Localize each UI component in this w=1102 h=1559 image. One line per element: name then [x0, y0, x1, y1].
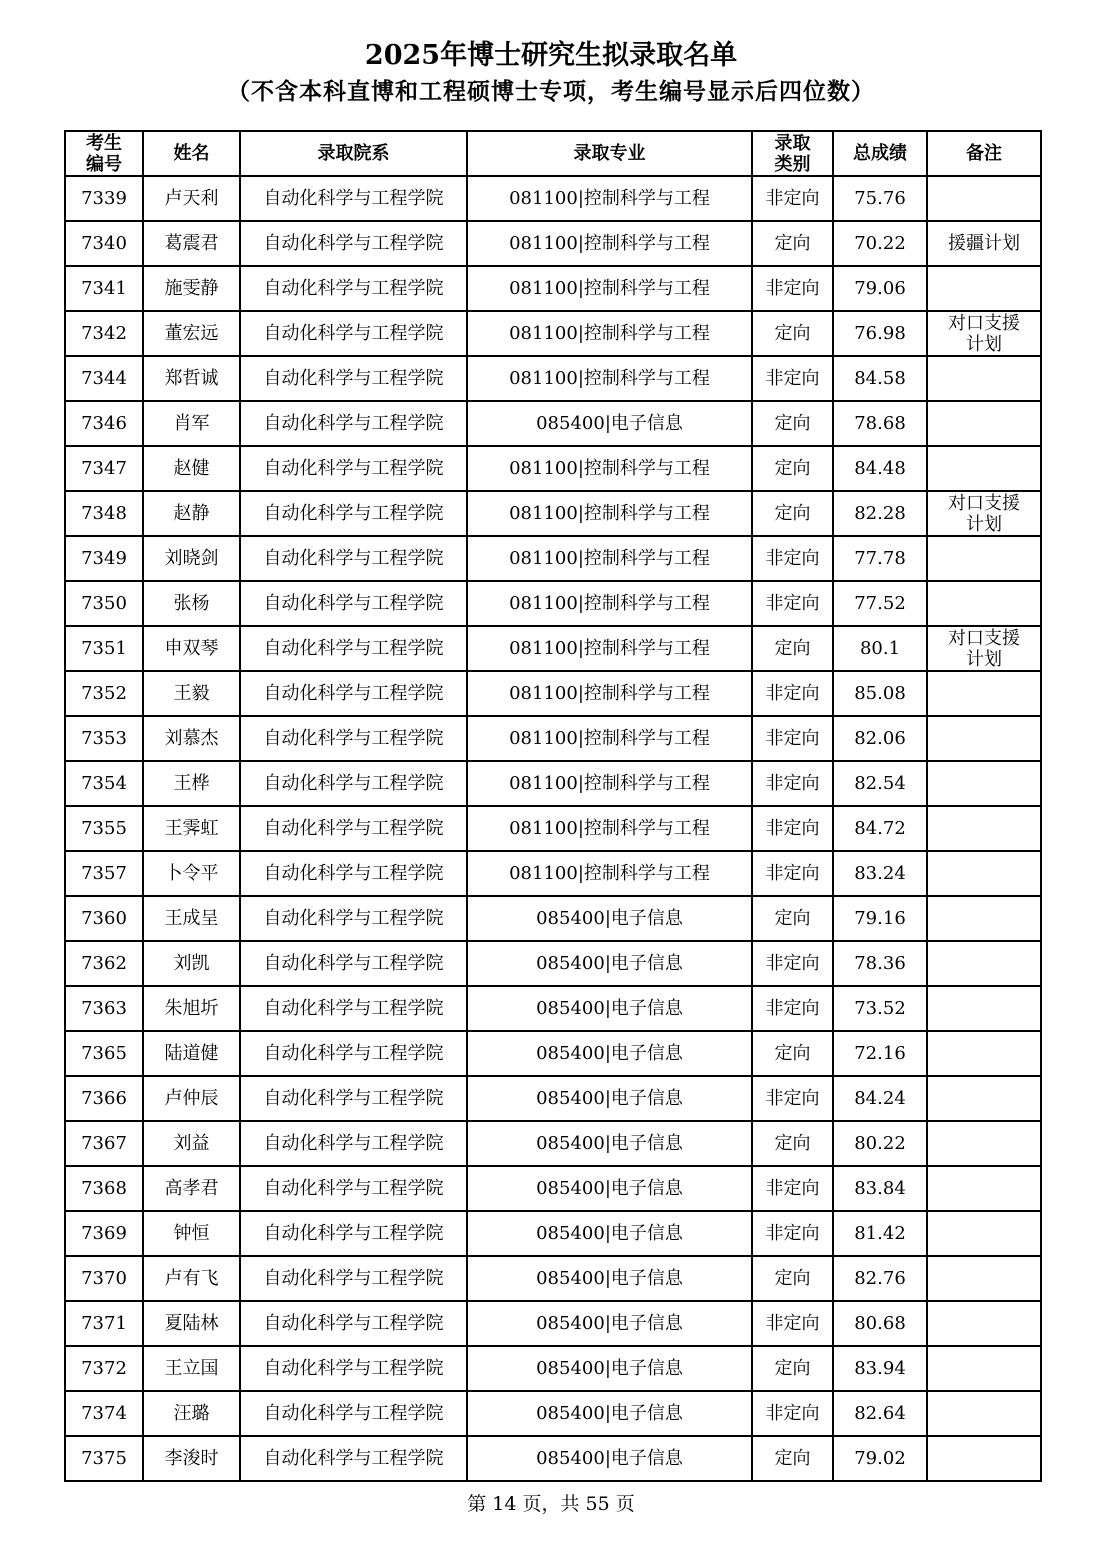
- cell-total-score: 84.58: [833, 356, 927, 401]
- cell-major: 081100|控制科学与工程: [467, 446, 752, 491]
- cell-admission-type: 非定向: [752, 941, 833, 986]
- table-row: [65, 581, 1041, 626]
- cell-candidate-id: 7341: [65, 266, 143, 311]
- table-row: [65, 401, 1041, 446]
- note-text: 援疆计划: [948, 233, 1020, 254]
- header-total-score: 总成绩: [833, 131, 927, 176]
- cell-name: 朱旭圻: [143, 986, 240, 1031]
- admission-table: [64, 130, 1042, 1482]
- note-text: 对口支援计划: [948, 312, 1020, 355]
- cell-name: 葛震君: [143, 221, 240, 266]
- table-row: [65, 761, 1041, 806]
- cell-admission-type: 非定向: [752, 1301, 833, 1346]
- cell-department: 自动化科学与工程学院: [240, 581, 467, 626]
- cell-major: 085400|电子信息: [467, 1211, 752, 1256]
- cell-name: 王霁虹: [143, 806, 240, 851]
- table-row: [65, 716, 1041, 761]
- cell-department: 自动化科学与工程学院: [240, 1301, 467, 1346]
- cell-note: [927, 266, 1041, 311]
- cell-total-score: 79.16: [833, 896, 927, 941]
- cell-name: 张杨: [143, 581, 240, 626]
- cell-major: 081100|控制科学与工程: [467, 761, 752, 806]
- cell-major: 081100|控制科学与工程: [467, 581, 752, 626]
- cell-note: [927, 1301, 1041, 1346]
- cell-name: 赵静: [143, 491, 240, 536]
- cell-note: [927, 221, 1041, 266]
- cell-major: 081100|控制科学与工程: [467, 716, 752, 761]
- cell-department: 自动化科学与工程学院: [240, 671, 467, 716]
- cell-note: [927, 311, 1041, 356]
- cell-name: 卢天利: [143, 176, 240, 221]
- cell-department: 自动化科学与工程学院: [240, 1346, 467, 1391]
- cell-candidate-id: 7374: [65, 1391, 143, 1436]
- cell-admission-type: 定向: [752, 1031, 833, 1076]
- cell-candidate-id: 7350: [65, 581, 143, 626]
- cell-admission-type: 非定向: [752, 1166, 833, 1211]
- cell-department: 自动化科学与工程学院: [240, 716, 467, 761]
- cell-candidate-id: 7375: [65, 1436, 143, 1481]
- cell-total-score: 83.94: [833, 1346, 927, 1391]
- cell-major: 085400|电子信息: [467, 986, 752, 1031]
- cell-admission-type: 定向: [752, 221, 833, 266]
- cell-total-score: 82.28: [833, 491, 927, 536]
- cell-admission-type: 非定向: [752, 176, 833, 221]
- cell-major: 081100|控制科学与工程: [467, 806, 752, 851]
- cell-total-score: 85.08: [833, 671, 927, 716]
- cell-candidate-id: 7365: [65, 1031, 143, 1076]
- table-row: [65, 896, 1041, 941]
- cell-department: 自动化科学与工程学院: [240, 356, 467, 401]
- table-row: [65, 806, 1041, 851]
- header-major: 录取专业: [467, 131, 752, 176]
- cell-major: 085400|电子信息: [467, 401, 752, 446]
- cell-total-score: 80.1: [833, 626, 927, 671]
- note-text: 对口支援计划: [948, 492, 1020, 535]
- table-row: [65, 1211, 1041, 1256]
- cell-admission-type: 非定向: [752, 806, 833, 851]
- cell-department: 自动化科学与工程学院: [240, 1121, 467, 1166]
- cell-note: [927, 806, 1041, 851]
- cell-note: [927, 986, 1041, 1031]
- cell-note: [927, 1121, 1041, 1166]
- cell-total-score: 81.42: [833, 1211, 927, 1256]
- cell-note: [927, 1166, 1041, 1211]
- header-name: 姓名: [143, 131, 240, 176]
- cell-total-score: 83.84: [833, 1166, 927, 1211]
- note-text: 对口支援计划: [948, 627, 1020, 670]
- cell-candidate-id: 7363: [65, 986, 143, 1031]
- cell-admission-type: 非定向: [752, 1391, 833, 1436]
- cell-major: 085400|电子信息: [467, 1346, 752, 1391]
- cell-candidate-id: 7366: [65, 1076, 143, 1121]
- cell-major: 081100|控制科学与工程: [467, 221, 752, 266]
- cell-candidate-id: 7362: [65, 941, 143, 986]
- cell-admission-type: 非定向: [752, 1211, 833, 1256]
- table-row: [65, 986, 1041, 1031]
- table-row: [65, 941, 1041, 986]
- table-header-row: [65, 131, 1041, 176]
- cell-major: 085400|电子信息: [467, 896, 752, 941]
- cell-candidate-id: 7344: [65, 356, 143, 401]
- cell-candidate-id: 7354: [65, 761, 143, 806]
- cell-major: 085400|电子信息: [467, 1301, 752, 1346]
- table-row: [65, 1391, 1041, 1436]
- cell-major: 085400|电子信息: [467, 1121, 752, 1166]
- cell-admission-type: 定向: [752, 1436, 833, 1481]
- cell-note: [927, 626, 1041, 671]
- cell-total-score: 73.52: [833, 986, 927, 1031]
- cell-note: [927, 176, 1041, 221]
- cell-note: [927, 446, 1041, 491]
- cell-admission-type: 非定向: [752, 851, 833, 896]
- cell-candidate-id: 7348: [65, 491, 143, 536]
- cell-major: 085400|电子信息: [467, 1031, 752, 1076]
- cell-admission-type: 非定向: [752, 671, 833, 716]
- cell-department: 自动化科学与工程学院: [240, 266, 467, 311]
- cell-department: 自动化科学与工程学院: [240, 1076, 467, 1121]
- cell-department: 自动化科学与工程学院: [240, 491, 467, 536]
- cell-candidate-id: 7372: [65, 1346, 143, 1391]
- cell-major: 081100|控制科学与工程: [467, 266, 752, 311]
- table-row: [65, 1076, 1041, 1121]
- cell-candidate-id: 7369: [65, 1211, 143, 1256]
- table-row: [65, 1346, 1041, 1391]
- cell-note: [927, 1391, 1041, 1436]
- table-row: [65, 176, 1041, 221]
- header-department: 录取院系: [240, 131, 467, 176]
- cell-total-score: 78.68: [833, 401, 927, 446]
- cell-major: 085400|电子信息: [467, 1391, 752, 1436]
- cell-admission-type: 定向: [752, 1121, 833, 1166]
- cell-total-score: 82.06: [833, 716, 927, 761]
- cell-major: 081100|控制科学与工程: [467, 176, 752, 221]
- cell-major: 081100|控制科学与工程: [467, 491, 752, 536]
- cell-department: 自动化科学与工程学院: [240, 806, 467, 851]
- cell-note: [927, 1076, 1041, 1121]
- cell-candidate-id: 7353: [65, 716, 143, 761]
- cell-note: [927, 671, 1041, 716]
- cell-major: 081100|控制科学与工程: [467, 671, 752, 716]
- cell-name: 王桦: [143, 761, 240, 806]
- cell-major: 081100|控制科学与工程: [467, 536, 752, 581]
- cell-note: [927, 941, 1041, 986]
- cell-name: 刘晓剑: [143, 536, 240, 581]
- header-candidate-id: [65, 131, 143, 176]
- document-title: 2025年博士研究生拟录取名单: [364, 40, 738, 71]
- table-row: [65, 536, 1041, 581]
- cell-total-score: 72.16: [833, 1031, 927, 1076]
- cell-name: 郑哲诚: [143, 356, 240, 401]
- table-row: [65, 356, 1041, 401]
- cell-note: [927, 1256, 1041, 1301]
- cell-total-score: 77.78: [833, 536, 927, 581]
- cell-note: [927, 716, 1041, 761]
- cell-total-score: 82.54: [833, 761, 927, 806]
- cell-major: 085400|电子信息: [467, 1256, 752, 1301]
- cell-major: 085400|电子信息: [467, 1076, 752, 1121]
- cell-admission-type: 定向: [752, 491, 833, 536]
- cell-department: 自动化科学与工程学院: [240, 1436, 467, 1481]
- cell-candidate-id: 7352: [65, 671, 143, 716]
- cell-name: 钟恒: [143, 1211, 240, 1256]
- cell-admission-type: 定向: [752, 401, 833, 446]
- cell-total-score: 84.24: [833, 1076, 927, 1121]
- cell-total-score: 83.24: [833, 851, 927, 896]
- cell-name: 申双琴: [143, 626, 240, 671]
- cell-candidate-id: 7355: [65, 806, 143, 851]
- cell-name: 肖军: [143, 401, 240, 446]
- cell-name: 董宏远: [143, 311, 240, 356]
- cell-department: 自动化科学与工程学院: [240, 1211, 467, 1256]
- cell-admission-type: 定向: [752, 1256, 833, 1301]
- cell-note: [927, 401, 1041, 446]
- table-row: [65, 851, 1041, 896]
- table-row: [65, 446, 1041, 491]
- cell-candidate-id: 7370: [65, 1256, 143, 1301]
- cell-department: 自动化科学与工程学院: [240, 896, 467, 941]
- cell-candidate-id: 7371: [65, 1301, 143, 1346]
- cell-name: 施雯静: [143, 266, 240, 311]
- cell-note: [927, 761, 1041, 806]
- header-note: 备注: [927, 131, 1041, 176]
- cell-total-score: 76.98: [833, 311, 927, 356]
- table-row: [65, 626, 1041, 671]
- cell-total-score: 78.36: [833, 941, 927, 986]
- cell-admission-type: 非定向: [752, 266, 833, 311]
- cell-department: 自动化科学与工程学院: [240, 221, 467, 266]
- cell-note: [927, 356, 1041, 401]
- table-row: [65, 1166, 1041, 1211]
- cell-total-score: 79.02: [833, 1436, 927, 1481]
- cell-note: [927, 896, 1041, 941]
- cell-name: 夏陆林: [143, 1301, 240, 1346]
- cell-department: 自动化科学与工程学院: [240, 311, 467, 356]
- cell-total-score: 84.48: [833, 446, 927, 491]
- cell-note: [927, 1031, 1041, 1076]
- table-row: [65, 1121, 1041, 1166]
- table-row: [65, 266, 1041, 311]
- cell-major: 085400|电子信息: [467, 1166, 752, 1211]
- cell-candidate-id: 7340: [65, 221, 143, 266]
- cell-department: 自动化科学与工程学院: [240, 446, 467, 491]
- cell-department: 自动化科学与工程学院: [240, 1166, 467, 1211]
- cell-note: [927, 1436, 1041, 1481]
- cell-admission-type: 非定向: [752, 986, 833, 1031]
- cell-name: 赵健: [143, 446, 240, 491]
- cell-admission-type: 非定向: [752, 761, 833, 806]
- cell-department: 自动化科学与工程学院: [240, 401, 467, 446]
- cell-admission-type: 定向: [752, 446, 833, 491]
- cell-candidate-id: 7351: [65, 626, 143, 671]
- cell-name: 刘凯: [143, 941, 240, 986]
- cell-name: 王立国: [143, 1346, 240, 1391]
- cell-department: 自动化科学与工程学院: [240, 176, 467, 221]
- cell-note: [927, 491, 1041, 536]
- cell-admission-type: 非定向: [752, 581, 833, 626]
- cell-candidate-id: 7339: [65, 176, 143, 221]
- cell-department: 自动化科学与工程学院: [240, 1391, 467, 1436]
- cell-department: 自动化科学与工程学院: [240, 536, 467, 581]
- cell-note: [927, 581, 1041, 626]
- cell-major: 085400|电子信息: [467, 941, 752, 986]
- cell-admission-type: 定向: [752, 311, 833, 356]
- cell-total-score: 82.64: [833, 1391, 927, 1436]
- cell-major: 081100|控制科学与工程: [467, 311, 752, 356]
- cell-name: 陆道健: [143, 1031, 240, 1076]
- cell-name: 刘慕杰: [143, 716, 240, 761]
- page-footer: 第 14 页，共 55 页: [467, 1493, 635, 1515]
- cell-department: 自动化科学与工程学院: [240, 761, 467, 806]
- cell-major: 085400|电子信息: [467, 1436, 752, 1481]
- cell-department: 自动化科学与工程学院: [240, 1256, 467, 1301]
- cell-department: 自动化科学与工程学院: [240, 941, 467, 986]
- cell-total-score: 77.52: [833, 581, 927, 626]
- cell-admission-type: 非定向: [752, 1076, 833, 1121]
- cell-department: 自动化科学与工程学院: [240, 851, 467, 896]
- cell-candidate-id: 7347: [65, 446, 143, 491]
- cell-major: 081100|控制科学与工程: [467, 356, 752, 401]
- cell-admission-type: 定向: [752, 626, 833, 671]
- cell-candidate-id: 7368: [65, 1166, 143, 1211]
- document-subtitle: （不含本科直博和工程硕博士专项，考生编号显示后四位数）: [227, 78, 875, 105]
- cell-department: 自动化科学与工程学院: [240, 986, 467, 1031]
- cell-candidate-id: 7346: [65, 401, 143, 446]
- cell-admission-type: 非定向: [752, 356, 833, 401]
- cell-name: 刘益: [143, 1121, 240, 1166]
- header-candidate-id-label: 考生编号: [86, 132, 122, 175]
- header-admission-type: [752, 131, 833, 176]
- cell-admission-type: 非定向: [752, 716, 833, 761]
- cell-note: [927, 1211, 1041, 1256]
- cell-note: [927, 851, 1041, 896]
- cell-name: 卜令平: [143, 851, 240, 896]
- cell-total-score: 84.72: [833, 806, 927, 851]
- table-row: [65, 221, 1041, 266]
- table-row: [65, 1031, 1041, 1076]
- cell-admission-type: 定向: [752, 896, 833, 941]
- cell-candidate-id: 7367: [65, 1121, 143, 1166]
- header-admission-type-label: 录取类别: [774, 132, 811, 175]
- cell-total-score: 79.06: [833, 266, 927, 311]
- cell-name: 王成呈: [143, 896, 240, 941]
- cell-name: 王毅: [143, 671, 240, 716]
- cell-note: [927, 536, 1041, 581]
- cell-admission-type: 定向: [752, 1346, 833, 1391]
- cell-admission-type: 非定向: [752, 536, 833, 581]
- table-row: [65, 311, 1041, 356]
- table-row: [65, 671, 1041, 716]
- table-row: [65, 491, 1041, 536]
- cell-note: [927, 1346, 1041, 1391]
- cell-candidate-id: 7357: [65, 851, 143, 896]
- cell-candidate-id: 7360: [65, 896, 143, 941]
- cell-name: 汪璐: [143, 1391, 240, 1436]
- table-row: [65, 1436, 1041, 1481]
- table-row: [65, 1301, 1041, 1346]
- cell-total-score: 82.76: [833, 1256, 927, 1301]
- cell-total-score: 70.22: [833, 221, 927, 266]
- cell-name: 卢有飞: [143, 1256, 240, 1301]
- cell-department: 自动化科学与工程学院: [240, 626, 467, 671]
- cell-name: 高孝君: [143, 1166, 240, 1211]
- cell-total-score: 80.68: [833, 1301, 927, 1346]
- cell-major: 081100|控制科学与工程: [467, 851, 752, 896]
- cell-candidate-id: 7349: [65, 536, 143, 581]
- cell-total-score: 75.76: [833, 176, 927, 221]
- table-row: [65, 1256, 1041, 1301]
- cell-major: 081100|控制科学与工程: [467, 626, 752, 671]
- cell-total-score: 80.22: [833, 1121, 927, 1166]
- cell-candidate-id: 7342: [65, 311, 143, 356]
- cell-department: 自动化科学与工程学院: [240, 1031, 467, 1076]
- cell-name: 李浚时: [143, 1436, 240, 1481]
- cell-name: 卢仲辰: [143, 1076, 240, 1121]
